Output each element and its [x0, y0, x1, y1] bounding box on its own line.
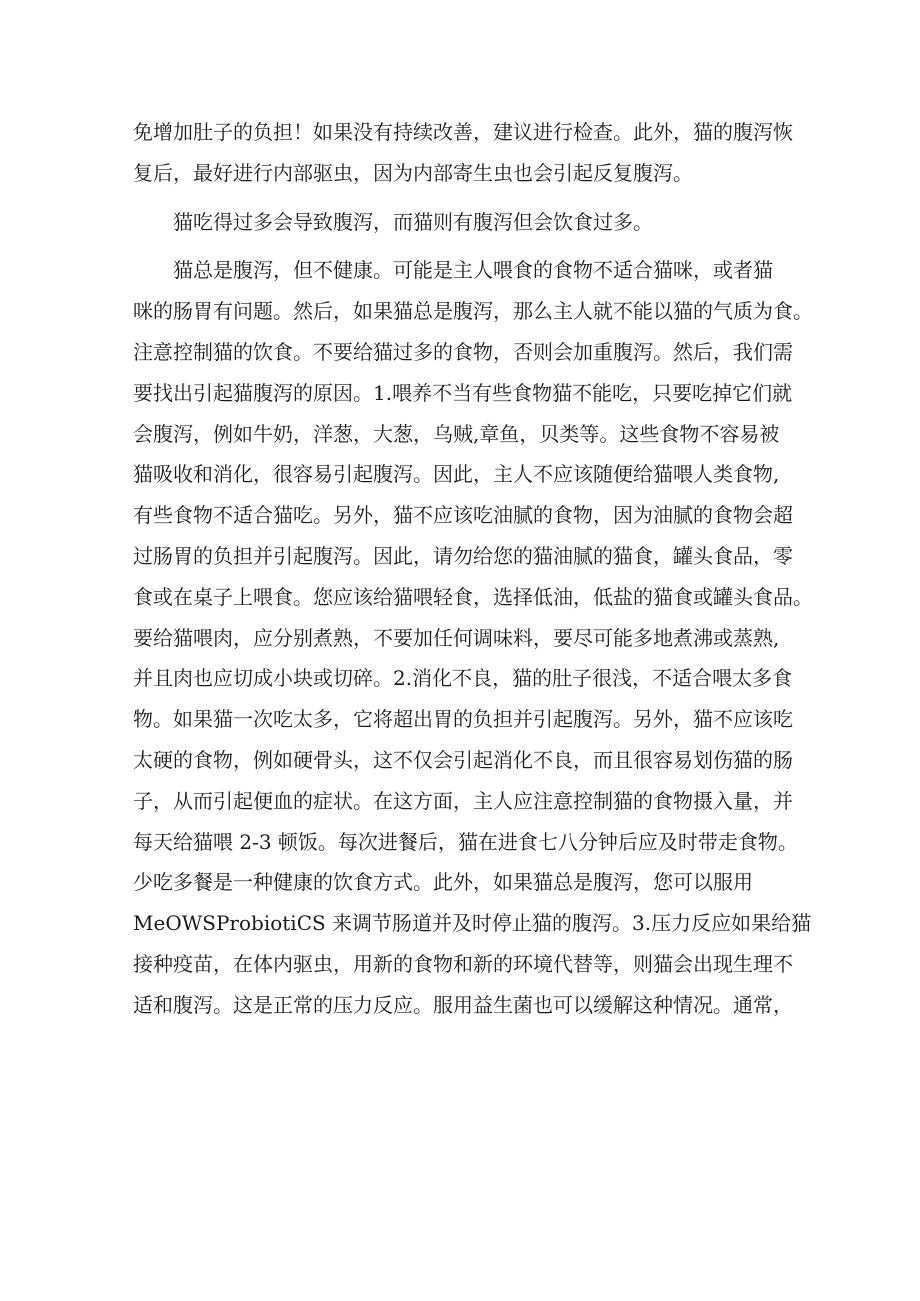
text-line: 并且肉也应切成小块或切碎。2.消化不良，猫的肚子很浅，不适合喂太多食 — [133, 666, 793, 691]
text-line: 有些食物不适合猫吃。另外，猫不应该吃油腻的食物，因为油腻的食物会超 — [133, 503, 793, 528]
text-line: 复后，最好进行内部驱虫，因为内部寄生虫也会引起反复腹泻。 — [133, 160, 693, 185]
text-line: 每天给猫喂 2-3 顿饭。每次进餐后，猫在进食七八分钟后应及时带走食物。 — [133, 829, 798, 854]
text-line: 免增加肚子的负担！如果没有持续改善，建议进行检查。此外，猫的腹泻恢 — [133, 120, 793, 144]
text-line: 太硬的食物，例如硬骨头，这不仅会引起消化不良，而且很容易划伤猫的肠 — [133, 747, 793, 772]
text-line: 要给猫喂肉，应分别煮熟，不要加任何调味料，要尽可能多地煮沸或蒸熟, — [133, 625, 780, 650]
text-line: 物。如果猫一次吃太多，它将超出胃的负担并引起腹泻。另外，猫不应该吃 — [133, 707, 793, 732]
text-line: 要找出引起猫腹泻的原因。1.喂养不当有些食物猫不能吃，只要吃掉它们就 — [133, 380, 793, 405]
paragraph-1 — [133, 112, 808, 194]
text-line: 会腹泻，例如牛奶，洋葱，大葱，乌贼,章鱼，贝类等。这些食物不容易被 — [133, 421, 780, 446]
text-line: 过肠胃的负担并引起腹泻。因此，请勿给您的猫油腻的猫食，罐头食品，零 — [133, 543, 793, 568]
text-line: 接种疫苗，在体内驱虫，用新的食物和新的环境代替等，则猫会出现生理不 — [133, 951, 793, 976]
text-line: 猫吸收和消化，很容易引起腹泻。因此，主人不应该随便给猫喂人类食物, — [133, 462, 780, 487]
text-line: MeOWSProbiotiCS 来调节肠道并及时停止猫的腹泻。3.压力反应如果给猫 — [133, 911, 812, 936]
document-body — [133, 112, 813, 1026]
text-line: 适和腹泻。这是正常的压力反应。服用益生菌也可以缓解这种情况。通常， — [133, 992, 793, 1017]
text-line: 猫总是腹泻，但不健康。可能是主人喂食的食物不适合猫咪，或者猫 — [173, 258, 773, 283]
text-line: 食或在桌子上喂食。您应该给猫喂轻食，选择低油，低盐的猫食或罐头食品。 — [133, 584, 813, 609]
text-line: 咪的肠胃有问题。然后，如果猫总是腹泻，那么主人就不能以猫的气质为食。 — [133, 299, 813, 324]
text-line: 猫吃得过多会导致腹泻，而猫则有腹泻但会饮食过多。 — [173, 209, 653, 234]
paragraph-2 — [133, 202, 808, 243]
text-line: 子，从而引起便血的症状。在这方面，主人应注意控制猫的食物摄入量，并 — [133, 788, 793, 813]
paragraph-3 — [133, 250, 813, 1025]
text-line: 少吃多餐是一种健康的饮食方式。此外，如果猫总是腹泻，您可以服用 — [133, 870, 753, 895]
text-line: 注意控制猫的饮食。不要给猫过多的食物，否则会加重腹泻。然后，我们需 — [133, 339, 793, 364]
